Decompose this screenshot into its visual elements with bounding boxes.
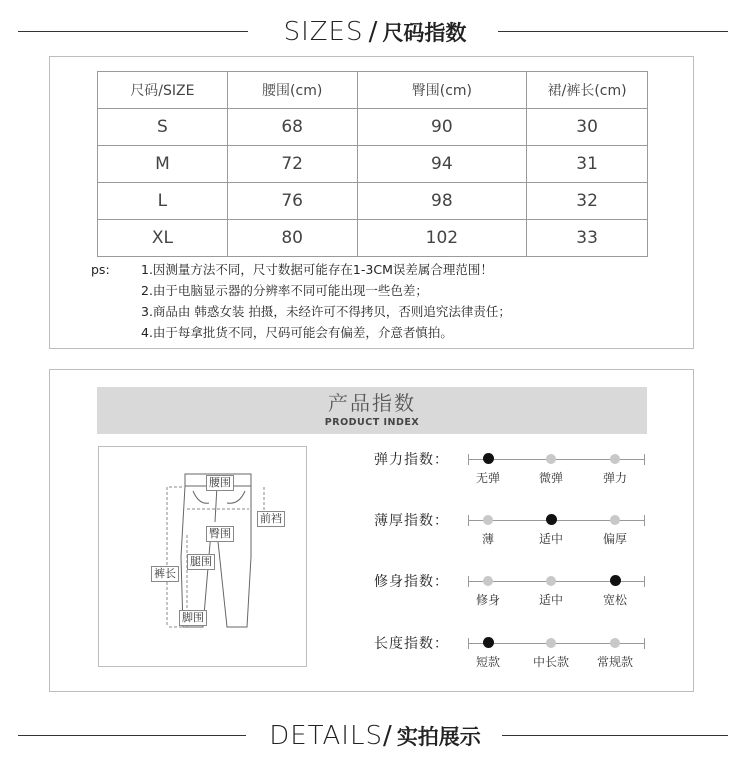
table-cell: 68 [227, 109, 357, 146]
table-cell: 32 [527, 183, 648, 220]
size-table-header-row [98, 72, 648, 109]
index-dot [610, 515, 620, 525]
note-item: 1.因测量方法不同，尺寸数据可能存在1-3CM误差属合理范围！ [141, 262, 493, 277]
index-row-label: 长度指数： [374, 636, 449, 652]
notes-prefix: ps: [91, 262, 110, 277]
sizes-title [0, 12, 750, 55]
details-title [0, 716, 750, 759]
pants-diagram [98, 446, 307, 667]
index-option-label: 常规款 [596, 655, 633, 669]
size-chart-box [49, 56, 694, 349]
sizes-title-en: SIZES [283, 17, 364, 47]
index-option-label: 偏厚 [602, 532, 627, 546]
index-option-label: 微弹 [538, 471, 563, 485]
index-row-label: 修身指数： [374, 574, 449, 590]
table-cell: S [98, 109, 228, 146]
index-dot [483, 576, 493, 586]
diagram-tag-length: 裤长 [151, 566, 179, 582]
table-cell: 80 [227, 220, 357, 257]
diagram-tag-rise: 前裆 [257, 511, 285, 527]
index-option-label: 短款 [475, 655, 500, 669]
hip-col-header: 臀围(cm) [357, 72, 527, 109]
table-cell: 98 [357, 183, 527, 220]
size-table [97, 71, 648, 257]
diagram-tag-thigh: 腿围 [187, 554, 215, 570]
index-row-label: 弹力指数： [374, 452, 449, 468]
table-cell: 76 [227, 183, 357, 220]
index-track-end [644, 515, 645, 526]
index-track-end [644, 454, 645, 465]
table-cell: 90 [357, 109, 527, 146]
product-index-title-cn: 产品指数 [328, 391, 416, 415]
details-title-slash: / [382, 721, 392, 751]
sizes-header [0, 12, 750, 52]
diagram-tag-waist: 腰围 [206, 475, 234, 491]
table-row [98, 146, 648, 183]
diagram-tag-hem: 脚围 [179, 610, 207, 626]
index-track-end [468, 515, 469, 526]
index-option-label: 适中 [538, 593, 563, 607]
table-cell: M [98, 146, 228, 183]
index-dot [610, 638, 620, 648]
index-track-end [644, 576, 645, 587]
table-cell: 31 [527, 146, 648, 183]
size-col-header: 尺码/SIZE [98, 72, 228, 109]
index-option-label: 修身 [475, 593, 500, 607]
note-item: 3.商品由 韩惑女装 拍摄，未经许可不得拷贝，否则追究法律责任； [141, 304, 511, 319]
length-col-header: 裙/裤长(cm) [527, 72, 648, 109]
table-cell: 72 [227, 146, 357, 183]
index-dot-selected [483, 453, 494, 464]
index-dot [483, 515, 493, 525]
table-cell: 94 [357, 146, 527, 183]
note-item: 4.由于每拿批货不同，尺码可能会有偏差，介意者慎拍。 [141, 325, 453, 340]
notes-list [141, 259, 511, 343]
index-option-label: 无弹 [475, 471, 500, 485]
index-dot-selected [483, 637, 494, 648]
diagram-tag-hip: 臀围 [206, 526, 234, 542]
note-item: 2.由于电脑显示器的分辨率不同可能出现一些色差； [141, 283, 428, 298]
product-index-title-en: PRODUCT INDEX [324, 417, 420, 428]
index-option-label: 中长款 [532, 655, 569, 669]
table-row [98, 109, 648, 146]
table-row [98, 183, 648, 220]
index-row [374, 633, 674, 673]
index-dot [546, 638, 556, 648]
table-cell: 33 [527, 220, 648, 257]
index-option-label: 弹力 [602, 471, 627, 485]
index-row [374, 449, 674, 489]
details-title-en: DETAILS [269, 721, 383, 751]
index-dot-selected [610, 575, 621, 586]
index-option-label: 宽松 [602, 593, 627, 607]
details-header [0, 716, 750, 756]
index-track-end [468, 576, 469, 587]
sizes-title-cn: 尺码指数 [382, 21, 467, 45]
table-cell: XL [98, 220, 228, 257]
table-row [98, 220, 648, 257]
sizes-title-slash: / [368, 17, 378, 47]
details-title-cn: 实拍展示 [396, 725, 481, 749]
index-track-end [644, 638, 645, 649]
index-option-label: 适中 [538, 532, 563, 546]
index-dot [546, 576, 556, 586]
index-row-label: 薄厚指数： [374, 513, 449, 529]
index-row [374, 510, 674, 550]
index-row [374, 571, 674, 611]
index-dot [610, 454, 620, 464]
product-index-banner [97, 387, 647, 434]
index-track-end [468, 454, 469, 465]
table-cell: 30 [527, 109, 648, 146]
index-option-label: 薄 [481, 532, 494, 546]
table-cell: 102 [357, 220, 527, 257]
index-dot [546, 454, 556, 464]
index-dot-selected [546, 514, 557, 525]
product-index-box [49, 369, 694, 692]
index-track-end [468, 638, 469, 649]
waist-col-header: 腰围(cm) [227, 72, 357, 109]
table-cell: L [98, 183, 228, 220]
